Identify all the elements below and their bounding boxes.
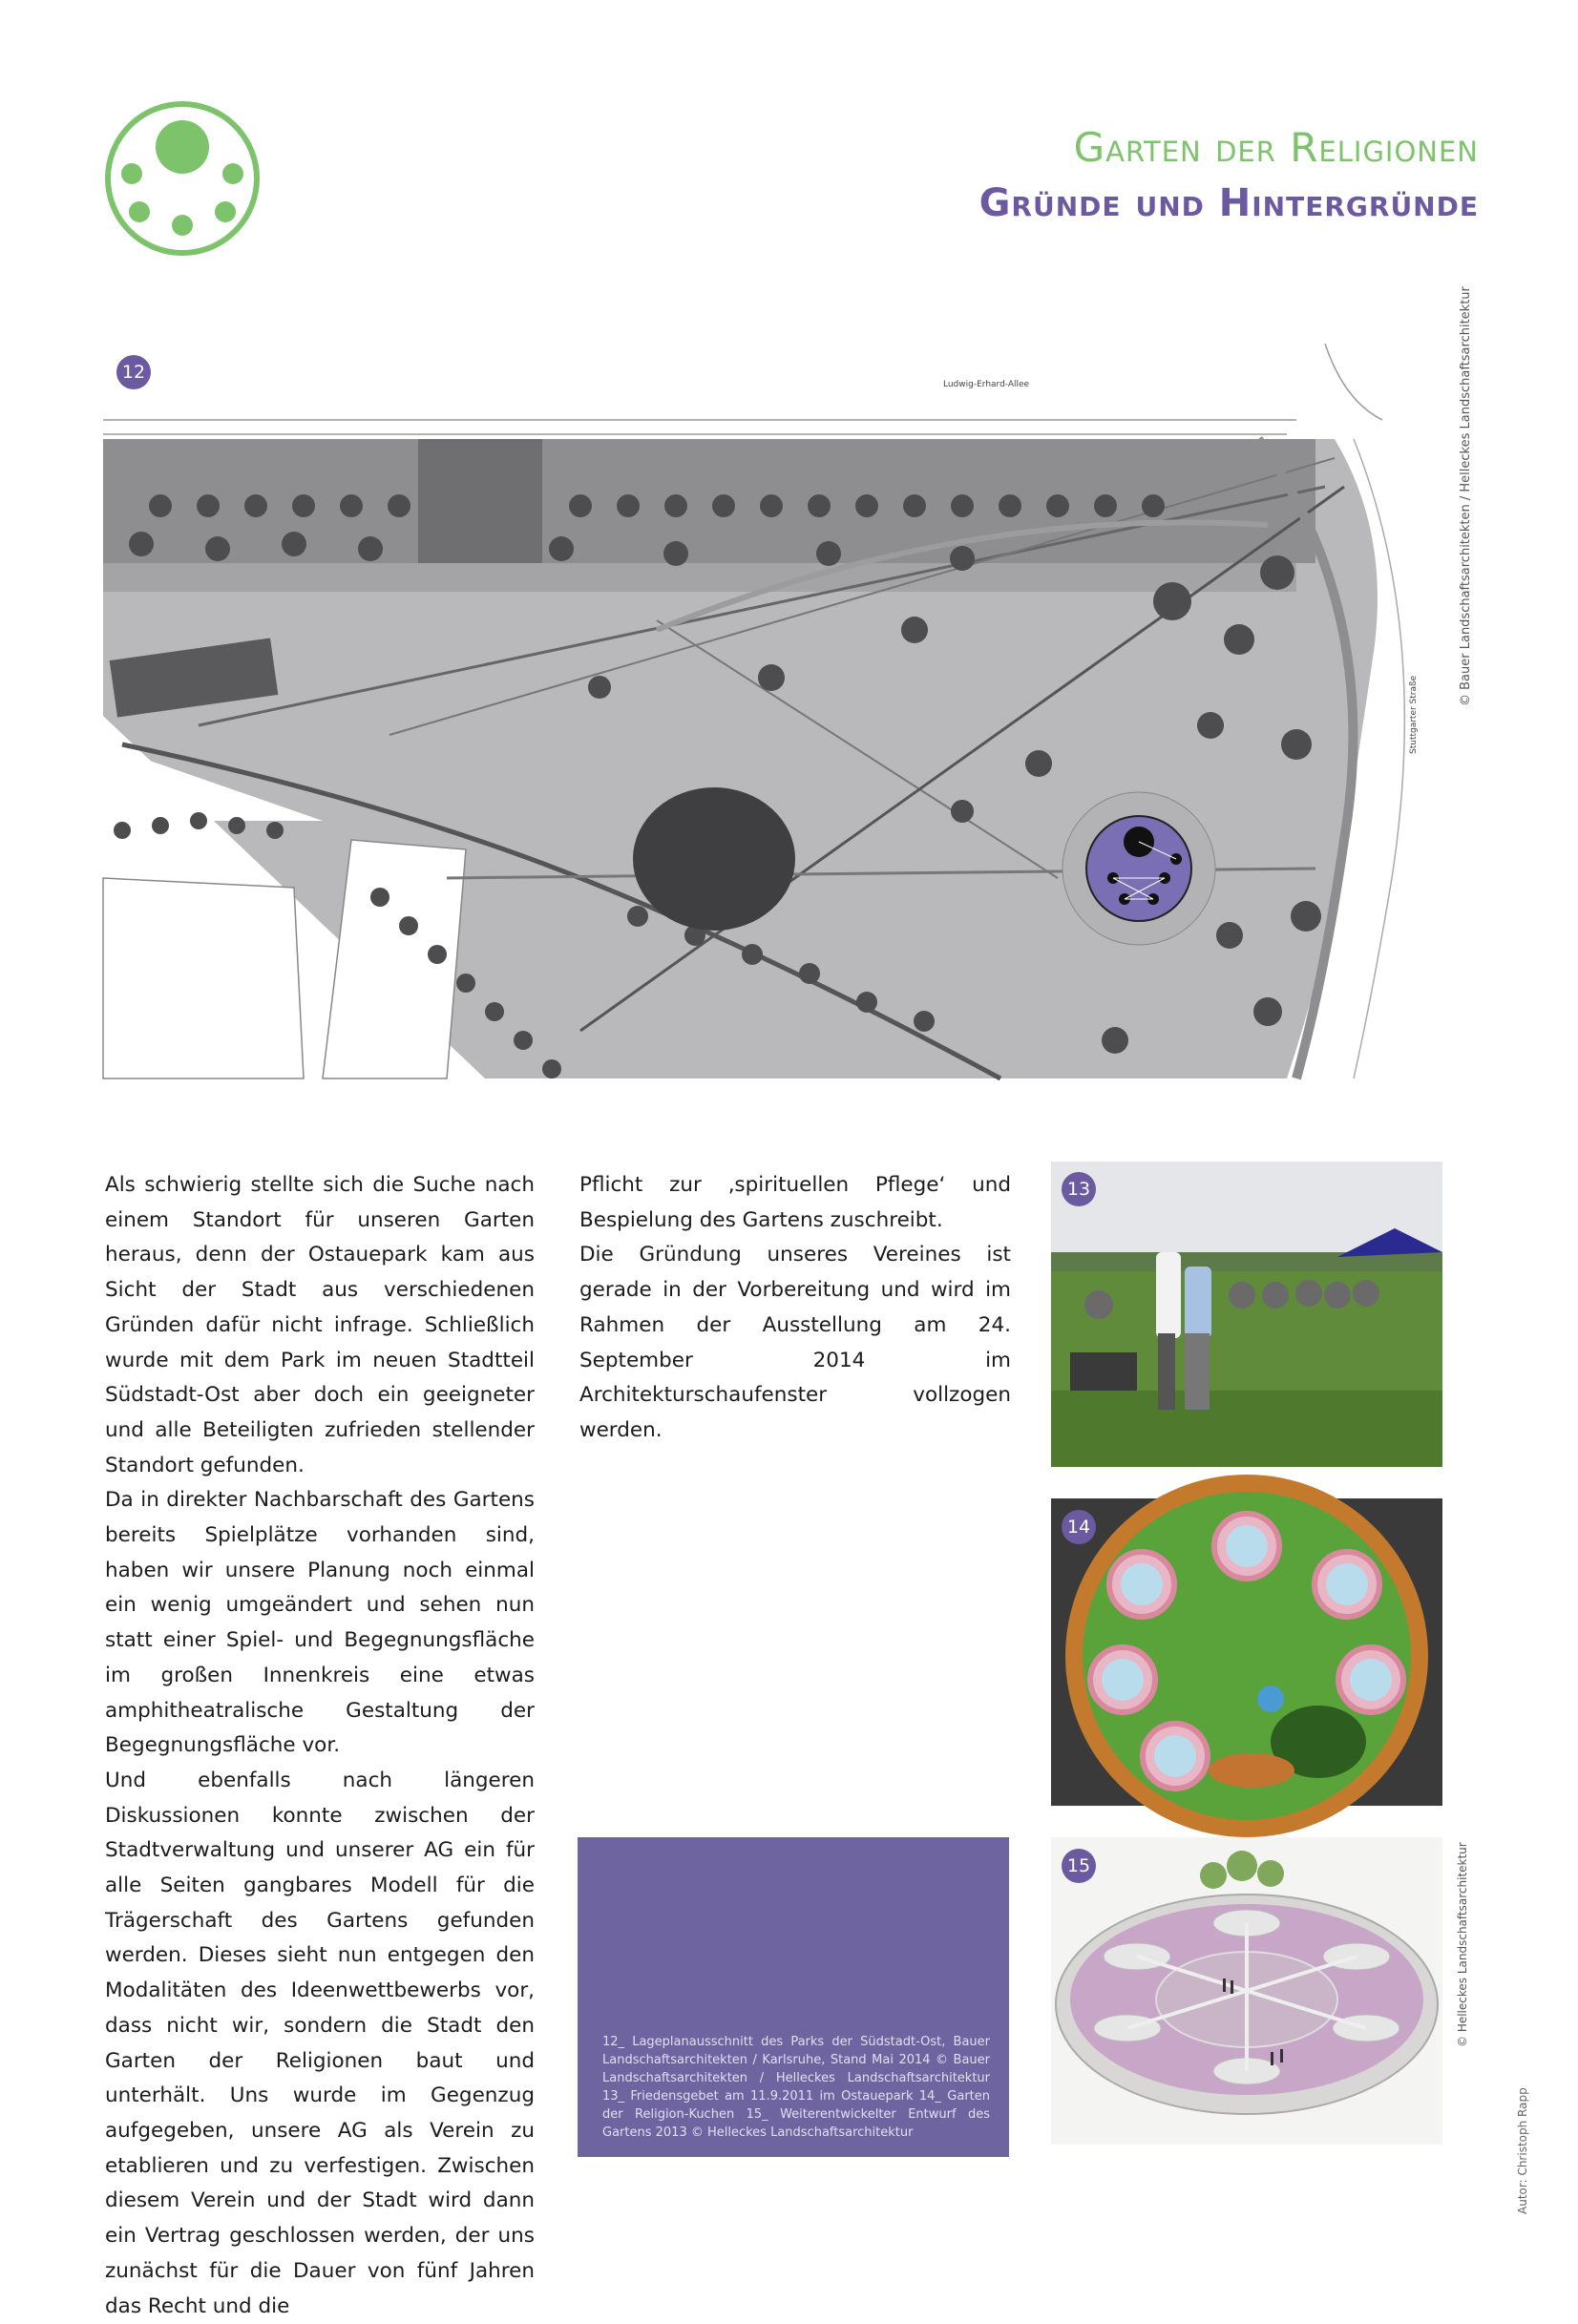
author-credit: Autor: Christoph Rapp <box>1516 2087 1529 2214</box>
paragraph: Und ebenfalls nach längeren Diskussionen konnte zwischen der Stadtverwaltung und unserer AG ein für alle Seiten gangbares Modell für die Trägerschaft des Gartens gefunden werden. Dieses sieht nun entgegen den Modalitäten des Ideenwettbewerbs vor, dass nicht wir, sondern die Stadt den Garten der Religionen baut und unterhält. Uns wurde im Gegenzug aufgegeben, unsere AG als Verein zu etablieren und zu verfestigen. Zwischen diesem Verein und der Stadt wird dann ein Vertrag geschlossen werden, der uns zunächst für die Dauer von fünf Jahren das Recht und die <box>105 1768 535 2318</box>
map-label-street-right: Stuttgarter Straße <box>1409 675 1419 754</box>
page-subtitle: Gründe und Hintergründe <box>978 181 1479 225</box>
map-label-street-top: Ludwig-Erhard-Allee <box>943 380 1030 389</box>
site-plan-map <box>103 344 1419 1078</box>
figure-number-13: 13 <box>1062 1172 1096 1206</box>
figure-number-12: 12 <box>116 355 151 389</box>
photo15-credit: © Helleckes Landschaftsarchitektur <box>1456 1842 1469 2047</box>
rendering-garden-design-2013 <box>1051 1837 1442 2145</box>
paragraph: Als schwierig stellte sich die Suche nach einem Standort für unseren Garten heraus, denn der Ostauepark kam aus Sicht der Stadt aus verschiedenen Gründen dafür nicht infrage. Schließlich wurde mit dem Park im neuen Stadtteil Südstadt-Ost aber doch ein geeigneter und alle Beteiligten zufrieden stellender Standort gefunden. <box>105 1173 535 1477</box>
figure-number-15: 15 <box>1062 1849 1096 1883</box>
figure-captions: 12_ Lageplanausschnitt des Parks der Südstadt-Ost, Bauer Landschaftsarchitekten / Karlsruhe, Stand Mai 2014 © Bauer Landschaftsarchitekten / Helleckes Landschaftsarchitektur 13_ Friedensgebet am 11.9.2011 im Ostauepark 14_ Garten der Religion-Kuchen 15_ Weiterentwickelter Entwurf des Gartens 2013 © Helleckes Landschaftsarchitektur <box>602 2035 990 2140</box>
garden-logo <box>103 99 262 258</box>
paragraph: Die Gründung unseres Vereines ist gerade in der Vorbereitung und wird im Rahmen der Ausstellung am 24. September 2014 im Architekturschaufenster vollzogen werden. <box>579 1243 1011 1442</box>
caption-box <box>578 1837 1009 2157</box>
photo-peace-prayer <box>1051 1162 1442 1467</box>
logo-center-dot <box>156 120 209 174</box>
map-credit: © Bauer Landschaftsarchitekten / Helleckes Landschaftsarchitektur <box>1459 286 1473 706</box>
page-title: Garten der Religionen <box>1073 124 1479 171</box>
body-column-1 <box>105 1168 535 2324</box>
photo-religion-cake <box>1051 1498 1442 1806</box>
body-column-2 <box>579 1168 1011 1449</box>
paragraph: Pflicht zur ‚spirituellen Pflege‘ und Bespielung des Gartens zuschreibt. <box>579 1173 1011 1232</box>
paragraph: Da in direkter Nachbarschaft des Gartens bereits Spielplätze vorhanden sind, haben wir unsere Planung noch einmal ein wenig umgeändert und sehen nun statt einer Spiel- und Begegnungsfläche im großen Innenkreis eine etwas amphitheatralische Gestaltung der Begegnungsfläche vor. <box>105 1488 535 1758</box>
figure-number-14: 14 <box>1062 1510 1096 1544</box>
